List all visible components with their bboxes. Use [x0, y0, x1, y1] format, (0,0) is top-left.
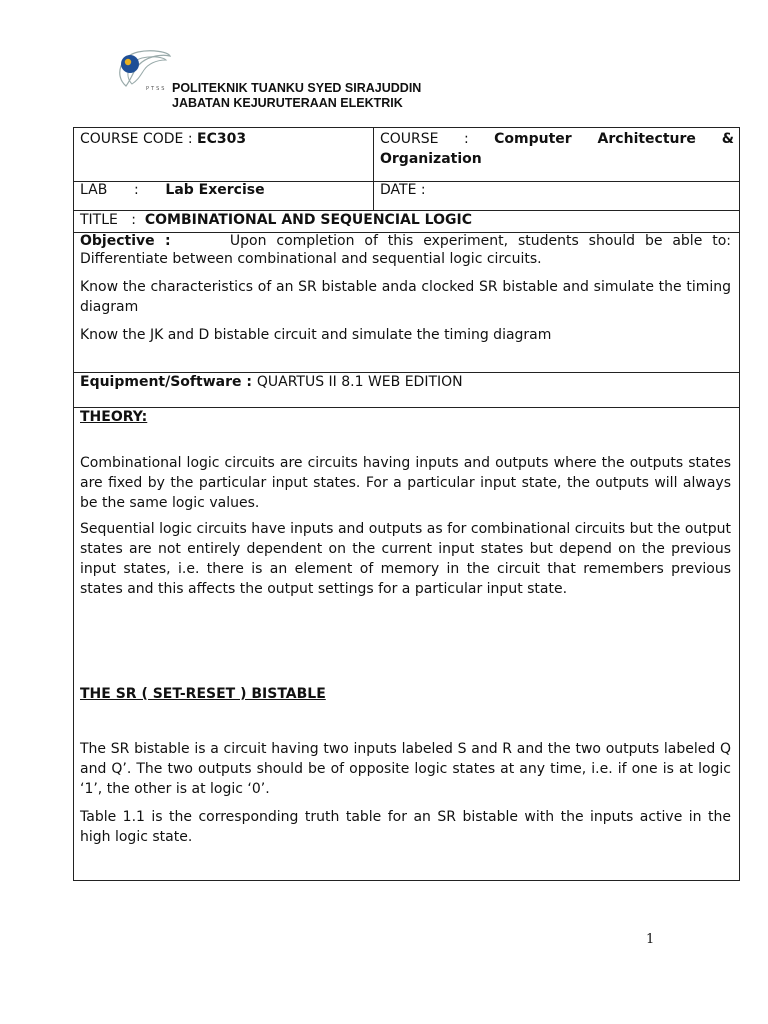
equipment-label: Equipment/Software : [80, 374, 257, 390]
course-code-cell [80, 129, 246, 149]
objective-intro [80, 232, 736, 268]
title-label: TITLE : [80, 212, 145, 228]
column-divider [373, 128, 374, 210]
course-code-label: COURSE CODE : [80, 131, 197, 147]
theory-paragraph-2: Sequential logic circuits have inputs and outputs as for combinational circuits but the output states are not entirely dependent on the current input states but depend on the previous input states, i.e. there is an element of memory in the circuit that remembers previous states and this affects the output settings for a particular input state. [80, 521, 731, 597]
lab-cell [80, 180, 265, 200]
theory-paragraph-3: The SR bistable is a circuit having two inputs labeled S and R and the two outputs labeled Q and Q’. The two outputs should be of opposite logic states at any time, i.e. if one is at logic ‘1’, the other is at logic ‘0’. [80, 741, 731, 797]
objective-text: Upon completion of this experiment, students should be able to: Differentiate between combinational and sequential logic circuits. [80, 233, 736, 267]
course-label: COURSE : [380, 131, 495, 147]
department-name: JABATAN KEJURUTERAAN ELEKTRIK [172, 96, 403, 110]
sr-bistable-heading: THE SR ( SET-RESET ) BISTABLE [80, 686, 326, 702]
objective-item-3: Know the JK and D bistable circuit and simulate the timing diagram [80, 327, 552, 343]
title-cell [80, 210, 472, 230]
lab-sheet-table [73, 127, 740, 881]
date-cell [380, 180, 426, 200]
institution-name: POLITEKNIK TUANKU SYED SIRAJUDDIN [172, 81, 422, 95]
objective-label: Objective : [80, 233, 171, 249]
theory-heading: THEORY: [80, 409, 148, 425]
logo-text: PTSS [146, 86, 167, 92]
equipment-value: QUARTUS II 8.1 WEB EDITION [256, 374, 463, 390]
equipment-cell [80, 372, 463, 392]
date-label: DATE : [380, 182, 426, 198]
page-number: 1 [646, 932, 655, 947]
course-code-value: EC303 [197, 131, 247, 147]
institution-header [172, 81, 421, 111]
lab-value: Lab Exercise [165, 182, 265, 198]
title-value: COMBINATIONAL AND SEQUENCIAL LOGIC [144, 212, 472, 228]
theory-paragraph-4: Table 1.1 is the corresponding truth table for an SR bistable with the inputs active in the high logic state. [80, 809, 731, 845]
objective-item-2: Know the characteristics of an SR bistable anda clocked SR bistable and simulate the timing diagram [80, 279, 731, 315]
course-value: Computer Architecture & Organization [380, 131, 734, 167]
theory-paragraph-1: Combinational logic circuits are circuits having inputs and outputs where the outputs states are fixed by the particular input states. For a particular input state, the outputs will always be the same logic values. [80, 455, 731, 511]
course-cell [380, 129, 734, 169]
lab-label: LAB : [80, 182, 166, 198]
